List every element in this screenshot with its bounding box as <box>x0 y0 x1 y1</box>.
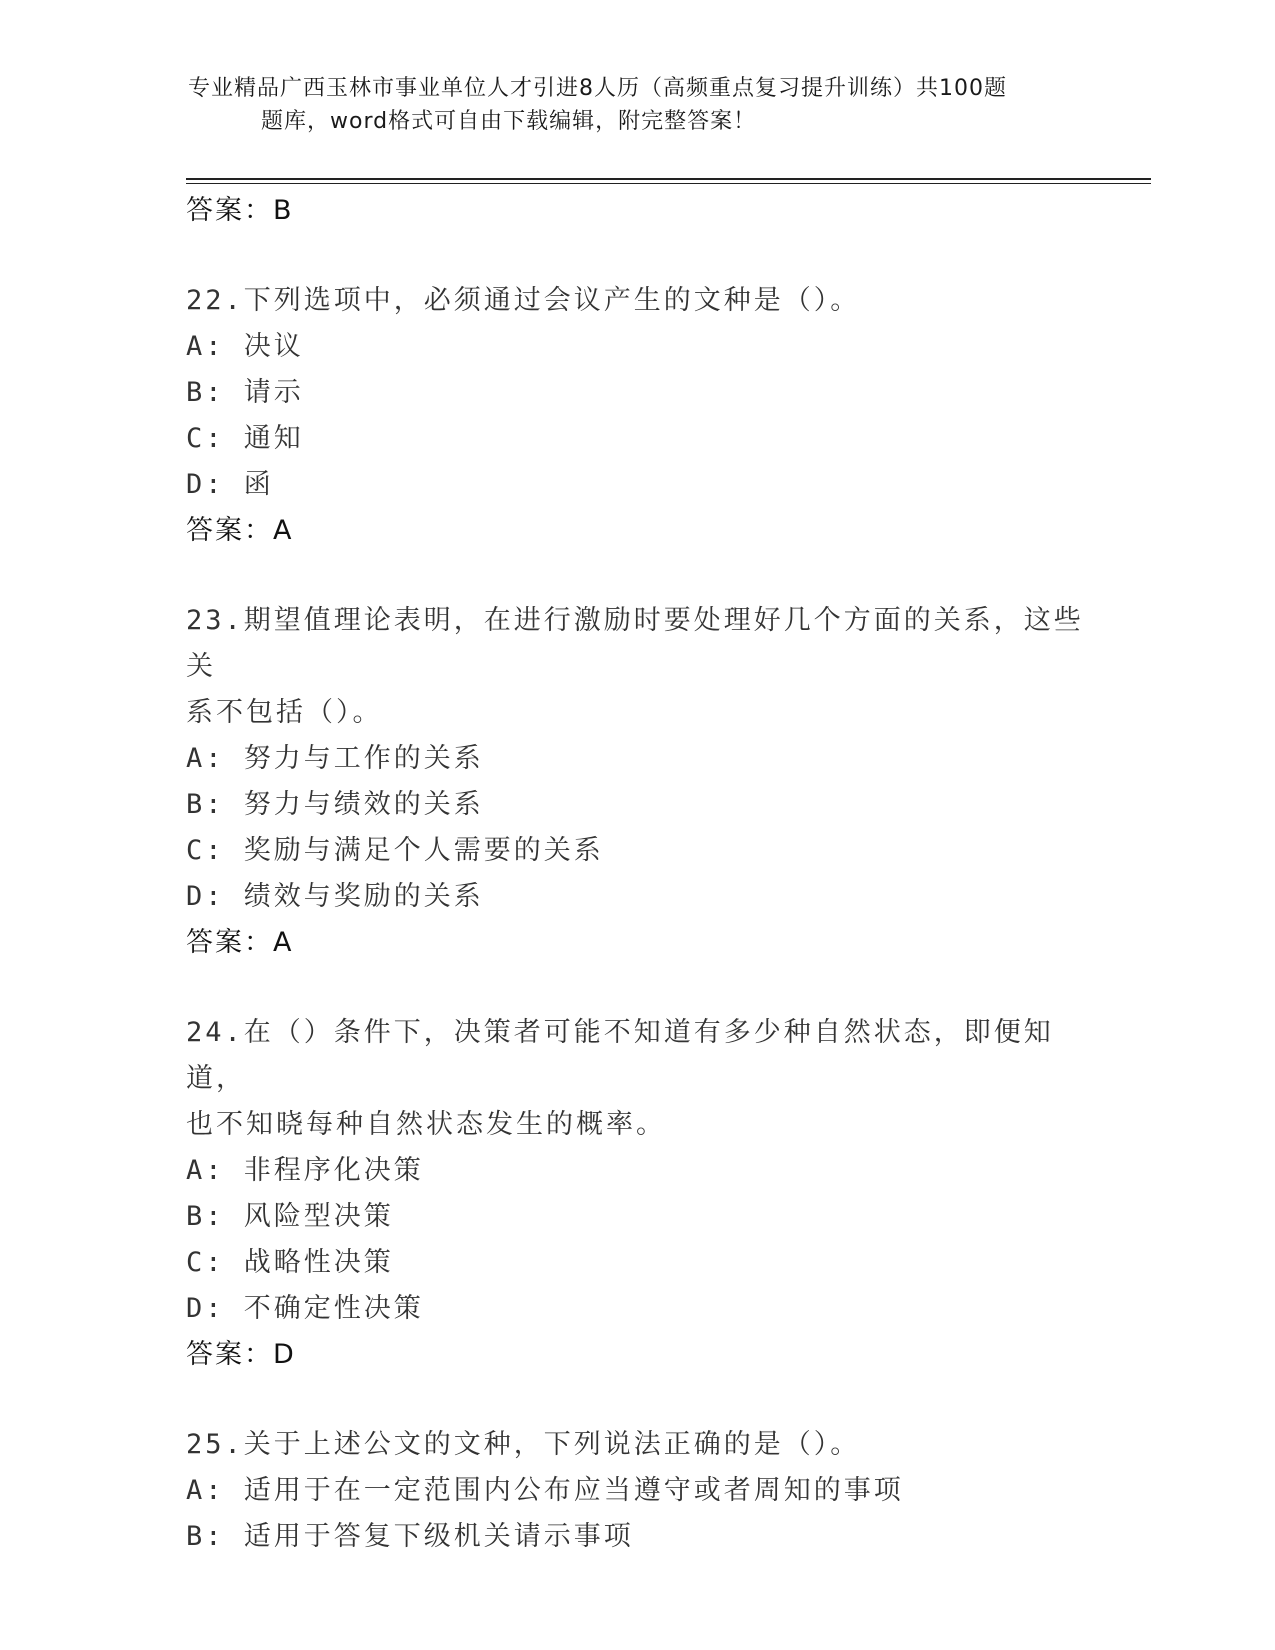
option-b: B: 努力与绩效的关系 <box>186 789 484 820</box>
question-list <box>186 188 1086 1560</box>
header-title-line1: 专业精品广西玉林市事业单位人才引进8人历（高频重点复习提升训练）共100题 <box>188 76 1007 101</box>
answer-line: 答案：A <box>186 515 294 546</box>
spacer <box>186 966 1086 1010</box>
spacer <box>186 554 1086 598</box>
answer-line: 答案：B <box>186 195 294 226</box>
question-text: 22.下列选项中，必须通过会议产生的文种是（）。 <box>186 285 861 316</box>
question-item <box>186 598 1086 966</box>
spacer <box>186 234 1086 278</box>
question-text-line2: 系不包括（）。 <box>186 697 383 728</box>
question-text-line1: 24.在（）条件下，决策者可能不知道有多少种自然状态，即便知道， <box>186 1017 1054 1094</box>
option-c: C: 战略性决策 <box>186 1247 394 1278</box>
question-item <box>186 1422 1086 1560</box>
question-item <box>186 1010 1086 1378</box>
document-header <box>188 72 1088 138</box>
question-text-line1: 23.期望值理论表明，在进行激励时要处理好几个方面的关系，这些关 <box>186 605 1084 682</box>
option-c: C: 通知 <box>186 423 304 454</box>
question-text: 25.关于上述公文的文种，下列说法正确的是（）。 <box>186 1429 861 1460</box>
option-c: C: 奖励与满足个人需要的关系 <box>186 835 604 866</box>
question-item <box>186 278 1086 554</box>
option-d: D: 不确定性决策 <box>186 1293 424 1324</box>
option-a: A: 非程序化决策 <box>186 1155 424 1186</box>
option-a: A: 适用于在一定范围内公布应当遵守或者周知的事项 <box>186 1475 904 1506</box>
question-text-line2: 也不知晓每种自然状态发生的概率。 <box>186 1109 666 1140</box>
option-b: B: 请示 <box>186 377 304 408</box>
header-title-line2: 题库，word格式可自由下载编辑，附完整答案！ <box>261 109 757 134</box>
header-divider-thick <box>186 178 1151 180</box>
option-d: D: 函 <box>186 469 274 500</box>
option-d: D: 绩效与奖励的关系 <box>186 881 484 912</box>
answer-line: 答案：D <box>186 1339 296 1370</box>
answer-line: 答案：A <box>186 927 294 958</box>
option-a: A: 努力与工作的关系 <box>186 743 484 774</box>
spacer <box>186 1378 1086 1422</box>
option-b: B: 适用于答复下级机关请示事项 <box>186 1521 634 1552</box>
option-a: A: 决议 <box>186 331 304 362</box>
header-divider-thin <box>186 183 1151 184</box>
option-b: B: 风险型决策 <box>186 1201 394 1232</box>
